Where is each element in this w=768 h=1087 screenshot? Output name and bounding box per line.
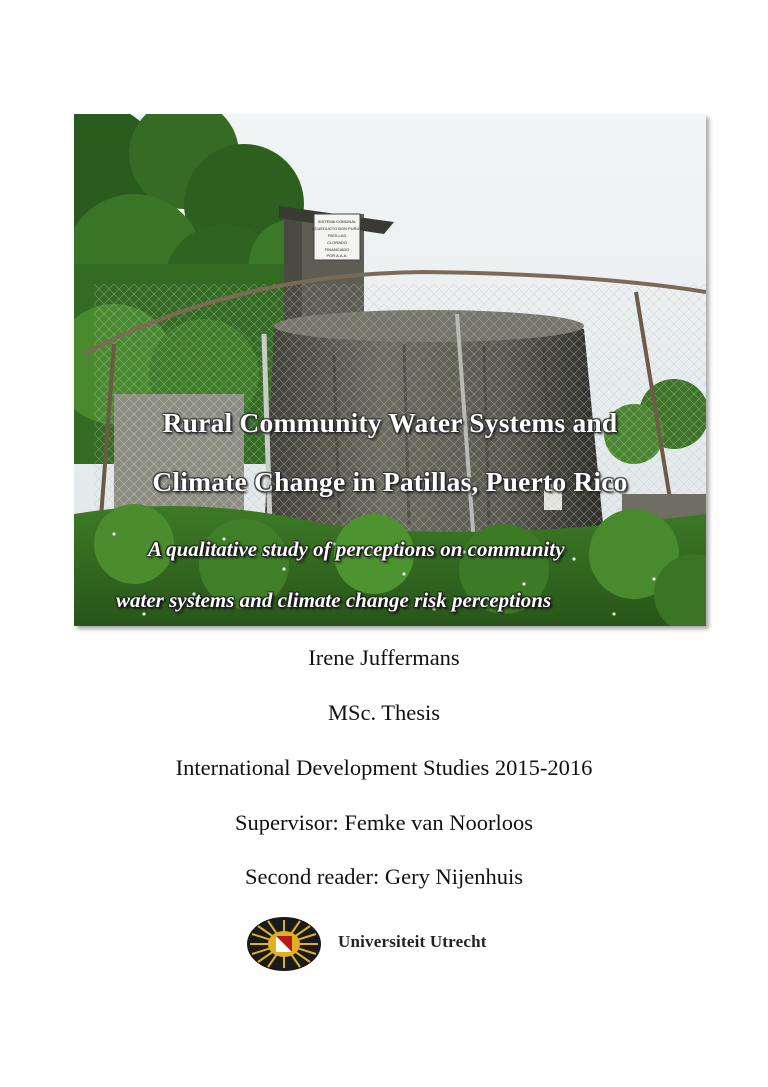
sign-line: CLORADO	[327, 240, 347, 245]
sign-line: FINANCIADO	[324, 247, 350, 252]
university-logo	[246, 916, 546, 972]
sign-line: SISTEMA COMUNAL	[317, 219, 357, 224]
second-reader-label: Second reader: Gery Nijenhuis	[244, 864, 524, 889]
thesis-subtitle-line-1: A qualitative study of perceptions on community	[148, 537, 565, 561]
sign-line: PATILLAS	[327, 233, 347, 238]
supervisor-label: Supervisor: Femke van Noorloos	[234, 810, 534, 835]
thesis-subtitle-line-2: water systems and climate change risk perceptions	[116, 588, 552, 612]
sign-line: POR A.A.A.	[326, 253, 348, 258]
university-name: Universiteit Utrecht	[338, 932, 487, 951]
program-label: International Development Studies 2015-2016	[175, 755, 593, 780]
thesis-title-line-2: Climate Change in Patillas, Puerto Rico	[152, 466, 628, 497]
author-name: Irene Juffermans	[308, 645, 460, 670]
sun-seal-icon	[246, 916, 326, 972]
thesis-title-line-1: Rural Community Water Systems and	[162, 407, 618, 438]
degree-label: MSc. Thesis	[327, 700, 441, 725]
sign-line: ACUEDUCTO BON PURUS	[311, 226, 363, 231]
cover-photo	[74, 114, 706, 626]
